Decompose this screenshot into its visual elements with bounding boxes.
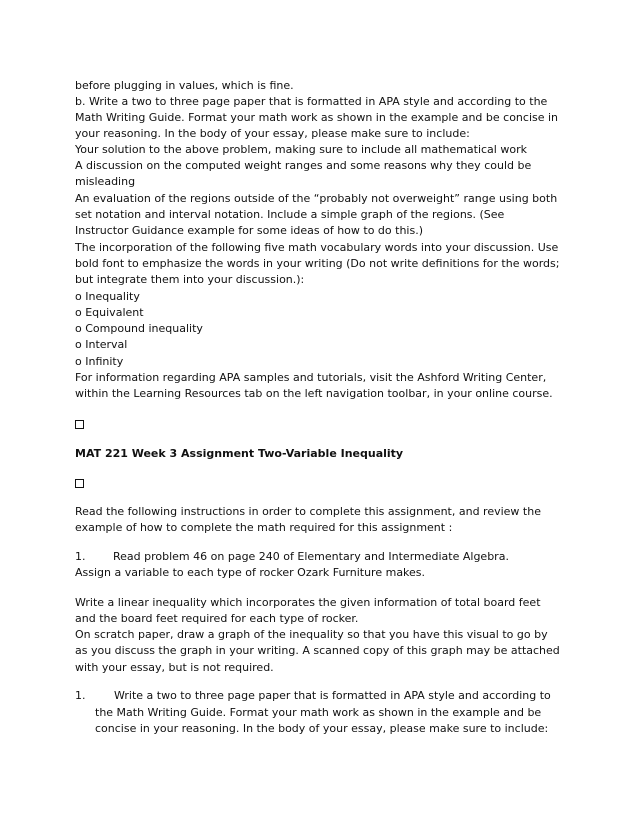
text-line: bold font to emphasize the words in your writing (Do not write definitions for the words; — [75, 257, 560, 270]
text-line: as you discuss the graph in your writing. A scanned copy of this graph may be attached — [75, 644, 560, 657]
vocab-item: o Inequality — [75, 290, 140, 303]
text-line: Assign a variable to each type of rocker Ozark Furniture makes. — [75, 566, 426, 579]
text-line: but integrate them into your discussion.): — [75, 273, 305, 286]
text-line: misleading — [75, 175, 136, 188]
text-line: your reasoning. In the body of your essay, please make sure to include: — [75, 127, 470, 140]
text-line: set notation and interval notation. Include a simple graph of the regions. (See — [75, 208, 505, 221]
text-line: An evaluation of the regions outside of the “probably not overweight” range using both — [75, 192, 558, 205]
text-line: For information regarding APA samples and tutorials, visit the Ashford Writing Center, — [75, 371, 547, 384]
text-line: the Math Writing Guide. Format your math work as shown in the example and be — [95, 706, 542, 719]
text-line: The incorporation of the following five math vocabulary words into your discussion. Use — [75, 241, 559, 254]
text-line: Math Writing Guide. Format your math work as shown in the example and be concise in — [75, 111, 559, 124]
step-number: 1. — [75, 550, 86, 563]
section-heading: MAT 221 Week 3 Assignment Two-Variable Inequality — [75, 447, 404, 460]
vocab-item: o Interval — [75, 338, 128, 351]
text-line: A discussion on the computed weight ranges and some reasons why they could be — [75, 159, 532, 172]
text-line: with your essay, but is not required. — [75, 661, 274, 674]
text-line: concise in your reasoning. In the body of your essay, please make sure to include: — [95, 722, 549, 735]
text-line: Your solution to the above problem, making sure to include all mathematical work — [75, 143, 527, 156]
text-line: b. Write a two to three page paper that is formatted in APA style and according to the — [75, 95, 548, 108]
step-text: Read problem 46 on page 240 of Elementary and Intermediate Algebra. — [113, 550, 509, 563]
text-line: within the Learning Resources tab on the left navigation toolbar, in your online course. — [75, 387, 553, 400]
text-line: example of how to complete the math required for this assignment : — [75, 521, 453, 534]
step-text: Write a two to three page paper that is formatted in APA style and according to — [114, 689, 551, 702]
vocab-item: o Compound inequality — [75, 322, 203, 335]
text-line: Write a linear inequality which incorporates the given information of total board feet — [75, 596, 541, 609]
text-line: and the board feet required for each type of rocker. — [75, 612, 359, 625]
checkbox-placeholder-icon — [75, 479, 84, 488]
numbered-step — [75, 688, 551, 704]
numbered-step — [75, 549, 509, 565]
text-line: Instructor Guidance example for some ideas of how to do this.) — [75, 224, 424, 237]
checkbox-placeholder-icon — [75, 420, 84, 429]
step-number: 1. — [75, 689, 86, 702]
text-line: On scratch paper, draw a graph of the inequality so that you have this visual to go by — [75, 628, 548, 641]
vocab-item: o Equivalent — [75, 306, 144, 319]
text-line: before plugging in values, which is fine. — [75, 79, 294, 92]
text-line: Read the following instructions in order to complete this assignment, and review the — [75, 505, 541, 518]
vocab-item: o Infinity — [75, 355, 124, 368]
